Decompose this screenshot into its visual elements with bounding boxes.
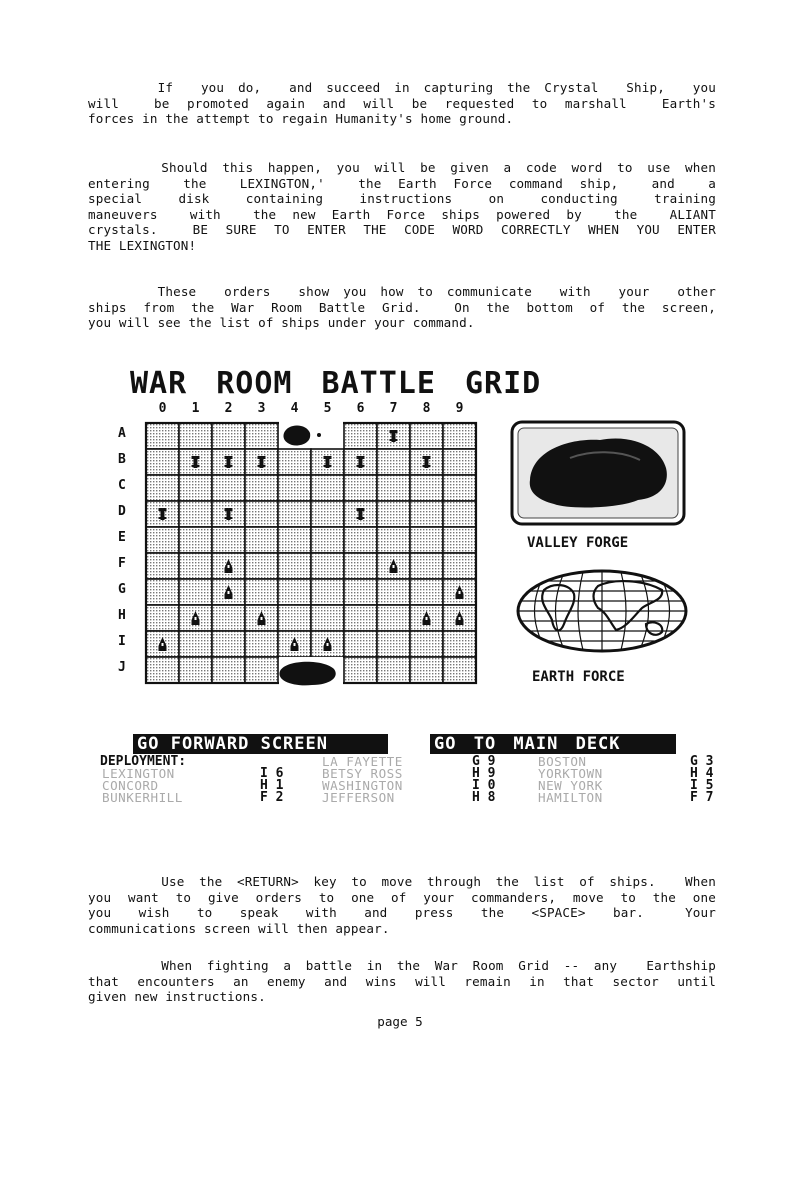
valley-forge-label: VALLEY FORGE (527, 535, 629, 551)
grid-col-label: 7 (389, 401, 398, 416)
grid-col-label: 0 (158, 401, 167, 416)
deployment-ship-name[interactable]: BETSY ROSS (322, 766, 403, 781)
grid-cell[interactable] (443, 449, 476, 475)
grid-cell[interactable] (212, 475, 245, 501)
paragraph-5 (88, 958, 716, 1005)
grid-row-label: A (118, 426, 126, 441)
grid-cell[interactable] (311, 579, 344, 605)
grid-cell[interactable] (344, 631, 377, 657)
deployment-list (100, 754, 714, 816)
deployment-coordinate: F 2 (260, 790, 284, 805)
text-line: will be promoted again and will be requested to marshall Earth's (88, 95, 716, 111)
grid-col-label: 9 (455, 401, 464, 416)
deployment-coordinate: H 8 (472, 790, 496, 805)
grid-cell[interactable] (212, 527, 245, 553)
grid-cell[interactable] (311, 475, 344, 501)
grid-cell[interactable] (311, 527, 344, 553)
deployment-ship-name[interactable]: HAMILTON (538, 790, 603, 805)
deployment-ship-name[interactable]: YORKTOWN (538, 766, 603, 781)
grid-col-label: 2 (224, 401, 233, 416)
grid-cell[interactable] (278, 475, 311, 501)
grid-cell[interactable] (377, 501, 410, 527)
grid-cell[interactable] (146, 657, 179, 683)
grid-cell[interactable] (212, 657, 245, 683)
grid-row-label: I (118, 634, 126, 649)
text-line: When fighting a battle in the War Room Grid -- any Earthship (88, 958, 716, 973)
grid-cell[interactable] (179, 553, 212, 579)
text-line: These orders show you how to communicate with your other (88, 284, 716, 299)
paragraph-1 (88, 80, 716, 127)
grid-cell[interactable] (410, 501, 443, 527)
text-line: THE LEXINGTON! (88, 237, 197, 253)
grid-cell[interactable] (443, 423, 476, 449)
deployment-ship-name[interactable]: BUNKERHILL (102, 790, 183, 805)
paragraph-2 (88, 160, 716, 253)
grid-cell[interactable] (443, 553, 476, 579)
earth-force-globe-icon[interactable] (514, 568, 690, 654)
grid-row-label: D (118, 504, 126, 519)
text-line: special disk containing instructions on conducting training (88, 191, 716, 206)
battle-grid[interactable] (144, 421, 479, 687)
war-room-title: WAR ROOM BATTLE GRID (130, 366, 542, 401)
grid-cell[interactable] (179, 579, 212, 605)
deployment-coordinate: H 1 (260, 778, 284, 793)
deployment-ship-name[interactable]: LA FAYETTE (322, 754, 403, 769)
text-line: given new instructions. (88, 989, 266, 1004)
page-number: page 5 (377, 1014, 423, 1029)
grid-cell[interactable] (410, 553, 443, 579)
grid-cell[interactable] (146, 423, 179, 449)
grid-cell[interactable] (245, 657, 278, 683)
grid-cell[interactable] (146, 449, 179, 475)
grid-cell[interactable] (377, 657, 410, 683)
deployment-ship-name[interactable]: CONCORD (102, 778, 159, 793)
grid-row-label: E (118, 530, 126, 545)
grid-row-label: H (118, 608, 126, 623)
grid-cell[interactable] (146, 475, 179, 501)
grid-cell[interactable] (245, 501, 278, 527)
grid-cell[interactable] (278, 449, 311, 475)
grid-col-label: 3 (257, 401, 266, 416)
deployment-coordinate: H 9 (472, 766, 496, 781)
go-forward-screen-button[interactable]: GO FORWARD SCREEN (133, 734, 388, 754)
grid-cell[interactable] (179, 527, 212, 553)
text-line: crystals. BE SURE TO ENTER THE CODE WORD CORRECTLY WHEN YOU ENTER (88, 222, 716, 237)
text-line: If you do, and succeed in capturing the Crystal Ship, you (88, 80, 716, 95)
deployment-coordinate: G 9 (472, 754, 496, 769)
grid-cell[interactable] (146, 579, 179, 605)
grid-cell[interactable] (344, 423, 377, 449)
grid-cell[interactable] (311, 501, 344, 527)
deployment-coordinate: I 0 (472, 778, 496, 793)
grid-col-label: 1 (191, 401, 200, 416)
grid-cell[interactable] (410, 423, 443, 449)
grid-col-label: 5 (323, 401, 332, 416)
grid-cell[interactable] (179, 475, 212, 501)
deployment-coordinate: H 4 (690, 766, 714, 781)
grid-cell[interactable] (377, 631, 410, 657)
deployment-coordinate: G 3 (690, 754, 714, 769)
grid-cell[interactable] (377, 475, 410, 501)
grid-cell[interactable] (410, 657, 443, 683)
grid-cell[interactable] (377, 527, 410, 553)
grid-col-label: 8 (422, 401, 431, 416)
grid-row-label: J (118, 660, 126, 675)
grid-cell[interactable] (179, 657, 212, 683)
grid-cell[interactable] (245, 553, 278, 579)
paragraph-4 (88, 874, 716, 936)
text-line: that encounters an enemy and wins will remain in that sector until (88, 973, 716, 989)
grid-cell[interactable] (179, 501, 212, 527)
grid-cell[interactable] (410, 527, 443, 553)
grid-cell[interactable] (212, 631, 245, 657)
grid-cell[interactable] (344, 527, 377, 553)
grid-cell[interactable] (245, 579, 278, 605)
text-line: maneuvers with the new Earth Force ships powered by the ALIANT (88, 206, 716, 222)
grid-row-labels (118, 421, 136, 681)
grid-cell[interactable] (278, 579, 311, 605)
deployment-coordinate: F 7 (690, 790, 714, 805)
grid-cell[interactable] (212, 605, 245, 631)
grid-col-label: 6 (356, 401, 365, 416)
deployment-ship-name[interactable]: WASHINGTON (322, 778, 403, 793)
grid-cell[interactable] (377, 579, 410, 605)
grid-row-label: G (118, 582, 126, 597)
grid-cell[interactable] (443, 631, 476, 657)
grid-cell[interactable] (410, 579, 443, 605)
go-to-main-deck-button[interactable]: GO TO MAIN DECK (430, 734, 676, 754)
grid-cell[interactable] (245, 631, 278, 657)
grid-cell[interactable] (179, 631, 212, 657)
grid-cell[interactable] (344, 553, 377, 579)
deployment-coordinate: I 6 (260, 766, 284, 781)
grid-cell[interactable] (245, 423, 278, 449)
grid-cell[interactable] (344, 579, 377, 605)
text-line: you want to give orders to one of your commanders, move to the one (88, 889, 716, 905)
earth-force-label: EARTH FORCE (532, 669, 625, 685)
grid-cell[interactable] (278, 527, 311, 553)
grid-cell[interactable] (410, 475, 443, 501)
crystal-debris-icon (317, 433, 321, 437)
grid-row-label: B (118, 452, 126, 467)
crystal-ship-icon (283, 426, 310, 446)
deployment-coordinate: I 5 (690, 778, 714, 793)
text-line: you wish to speak with and press the <SPACE> bar. Your (88, 905, 716, 920)
grid-column-labels (146, 401, 476, 417)
deployment-ship-name[interactable]: BOSTON (538, 754, 587, 769)
text-line: Use the <RETURN> key to move through the list of ships. When (88, 874, 716, 889)
deployment-ship-name[interactable]: JEFFERSON (322, 790, 395, 805)
grid-cell[interactable] (344, 475, 377, 501)
grid-cell[interactable] (179, 423, 212, 449)
grid-cell[interactable] (212, 423, 245, 449)
deployment-ship-name[interactable]: NEW YORK (538, 778, 603, 793)
grid-cell[interactable] (443, 527, 476, 553)
text-line: Should this happen, you will be given a code word to use when (88, 160, 716, 175)
grid-cell[interactable] (344, 657, 377, 683)
grid-cell[interactable] (443, 657, 476, 683)
deployment-header: DEPLOYMENT: (100, 754, 187, 769)
grid-cell[interactable] (146, 605, 179, 631)
grid-cell[interactable] (146, 553, 179, 579)
grid-row-label: C (118, 478, 126, 493)
grid-cell[interactable] (377, 449, 410, 475)
grid-cell[interactable] (245, 527, 278, 553)
grid-col-label: 4 (290, 401, 299, 416)
valley-forge-ship-icon[interactable] (510, 420, 686, 526)
grid-cell[interactable] (245, 475, 278, 501)
paragraph-3 (88, 284, 716, 331)
crystal-ship-icon (279, 662, 335, 686)
grid-cell[interactable] (311, 605, 344, 631)
grid-cell[interactable] (344, 605, 377, 631)
text-line: communications screen will then appear. (88, 920, 390, 936)
text-line: entering the LEXINGTON,' the Earth Force command ship, and a (88, 175, 716, 191)
text-line: ships from the War Room Battle Grid. On the bottom of the screen, (88, 299, 716, 315)
text-line: forces in the attempt to regain Humanity's home ground. (88, 111, 514, 126)
grid-cell[interactable] (311, 553, 344, 579)
grid-cell[interactable] (278, 605, 311, 631)
deployment-ship-name[interactable]: LEXINGTON (102, 766, 175, 781)
grid-cell[interactable] (146, 527, 179, 553)
grid-cell[interactable] (443, 501, 476, 527)
grid-cell[interactable] (410, 631, 443, 657)
grid-cell[interactable] (278, 553, 311, 579)
grid-row-label: F (118, 556, 126, 571)
grid-cell[interactable] (278, 501, 311, 527)
text-line: you will see the list of ships under your command. (88, 315, 475, 330)
grid-cell[interactable] (377, 605, 410, 631)
grid-cell[interactable] (443, 475, 476, 501)
